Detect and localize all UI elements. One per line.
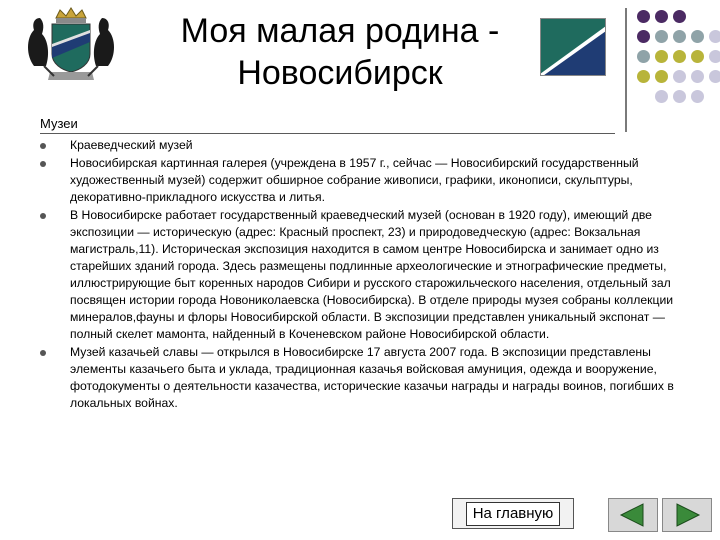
dot-lavender: [691, 70, 704, 83]
dot-gray: [691, 30, 704, 43]
novosibirsk-flag-icon: [540, 18, 606, 76]
title-line-2: Новосибирск: [237, 54, 443, 92]
dot-gray: [655, 30, 668, 43]
home-button-label: На главную: [466, 502, 561, 526]
bullet-icon: [40, 143, 46, 149]
list-item-text: Краеведческий музей: [70, 138, 193, 152]
museum-list: [40, 137, 680, 413]
bullet-icon: [40, 350, 46, 356]
dot-purple: [673, 10, 686, 23]
dot-purple: [655, 10, 668, 23]
triangle-left-icon: [609, 499, 657, 531]
page-title: [140, 10, 540, 94]
list-item: [40, 155, 680, 206]
horizontal-divider: [40, 133, 615, 134]
dot-olive: [691, 50, 704, 63]
section-title: Музеи: [40, 116, 78, 131]
dot-olive: [655, 50, 668, 63]
triangle-right-icon: [663, 499, 711, 531]
dot-lavender: [673, 70, 686, 83]
dot-purple: [637, 10, 650, 23]
dot-lavender: [655, 90, 668, 103]
prev-button[interactable]: [608, 498, 658, 532]
list-item: [40, 207, 680, 343]
dot-gray: [637, 50, 650, 63]
dot-olive: [673, 50, 686, 63]
dot-gray: [673, 30, 686, 43]
title-line-1: Моя малая родина -: [180, 12, 500, 50]
list-item-text: Новосибирская картинная галерея (учреждена в 1957 г., сейчас — Новосибирский государственный художественный музей) содержит обширное собрание живописи, графики, иконописи, скульптуры, декоративно-прикладного искусства и литья.: [70, 156, 639, 204]
bullet-icon: [40, 161, 46, 167]
bullet-icon: [40, 213, 46, 219]
home-button[interactable]: [452, 498, 574, 529]
dot-olive: [655, 70, 668, 83]
dot-purple: [637, 30, 650, 43]
list-item: [40, 137, 680, 154]
dot-lavender: [673, 90, 686, 103]
list-item-text: В Новосибирске работает государственный краеведческий музей (основан в 1920 году), имеющий две экспозиции — историческую (адрес: Красный проспект, 23) и природоведческую (адрес: Вокзальная магистраль,11). Историческая экспозиция находится в самом центре Новосибирска и занимает одно из старейших зданий города. Здесь размещены подлинные археологические и этнографические предметы, иллюстрирующие быт коренных народов Сибири и русского старожильческого населения, отдельный зал посвящен истории города Новониколаевска (Новосибирска). В отделе природы музея собраны коллекции минералов,фауны и флоры Новосибирской области. В экспозиции представлен уникальный экспонат — полный скелет мамонта, найденный в Коченевском районе Новосибирской области.: [70, 208, 674, 341]
novosibirsk-coat-of-arms-icon: [20, 6, 122, 86]
dot-lavender: [709, 30, 720, 43]
dot-lavender: [709, 70, 720, 83]
next-button[interactable]: [662, 498, 712, 532]
dot-lavender: [691, 90, 704, 103]
list-item: [40, 344, 680, 412]
vertical-divider: [625, 8, 627, 132]
dot-olive: [637, 70, 650, 83]
dot-lavender: [709, 50, 720, 63]
decorative-dots: [633, 6, 720, 116]
list-item-text: Музей казачьей славы — открылся в Новосибирске 17 августа 2007 года. В экспозиции представлены элементы казачьего быта и уклада, традиционная казачья войсковая амуниция, одежда и вооружение, фотодокументы о деятельности казачества, исторические казачьи награды и награды воинов, погибших в локальных войнах.: [70, 345, 674, 410]
